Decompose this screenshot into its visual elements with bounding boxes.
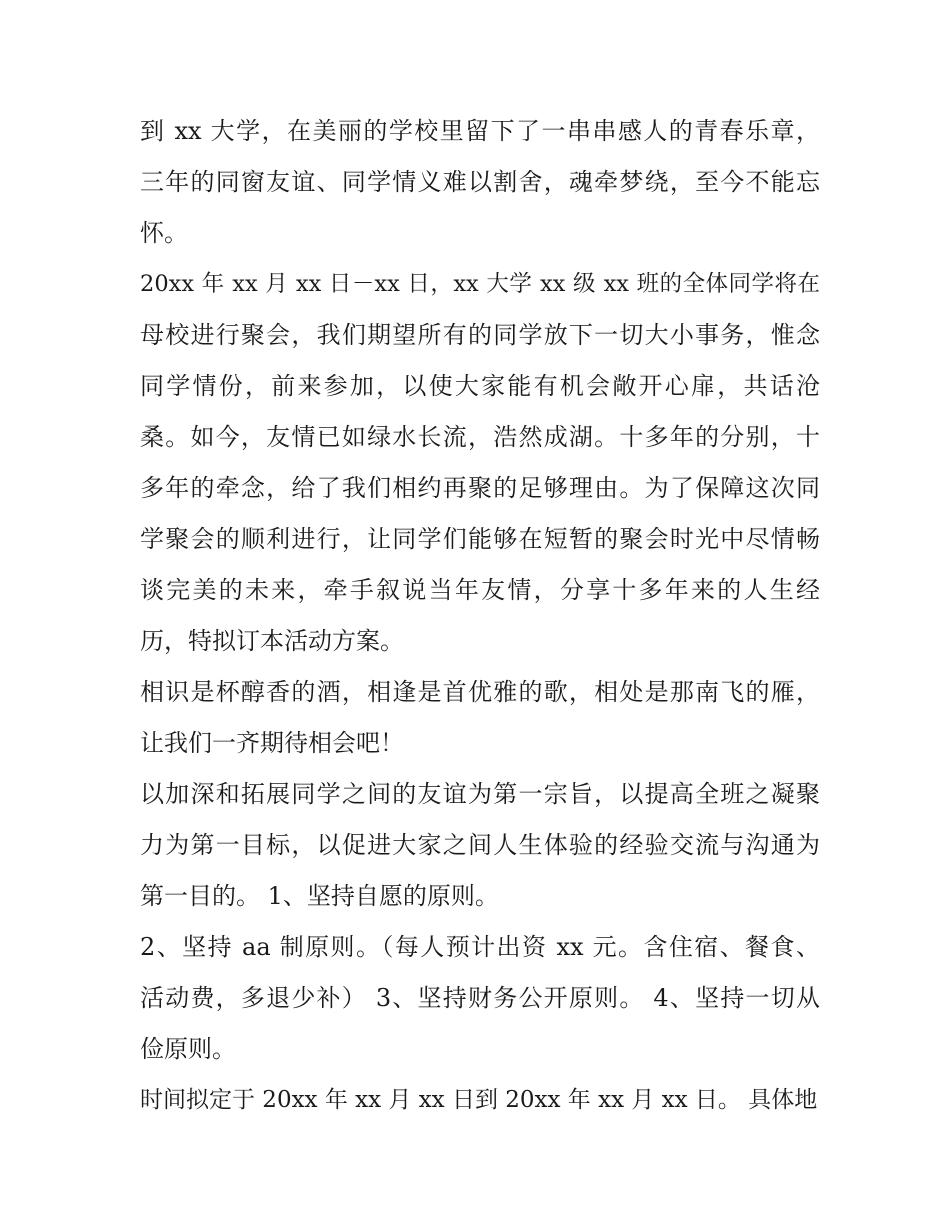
text-line: 时间拟定于 20xx 年 xx 月 xx 日到 20xx 年 xx 月 xx 日。 具体地 [140,1087,818,1113]
text-line: 让我们一齐期待相会吧！ [140,729,404,757]
text-line: 桑。如今，友情已如绿水长流，浩然成湖。十多年的分别，十 [140,423,820,451]
text-line: 三年的同窗友谊、同学情义难以割舍，魂牵梦绕，至今不能忘 [140,168,820,196]
text-line: 历，特拟订本活动方案。 [140,627,404,655]
text-line: 力为第一目标，以促进大家之间人生体验的经验交流与沟通为 [140,831,820,859]
text-line: 相识是杯醇香的酒，相逢是首优雅的歌，相处是那南飞的雁， [140,678,820,706]
text-line: 活动费，多退少补） 3、坚持财务公开原则。 4、坚持一切从 [140,984,820,1012]
text-line: 母校进行聚会，我们期望所有的同学放下一切大小事务，惟念 [140,321,820,349]
text-line: 学聚会的顺利进行，让同学们能够在短暂的聚会时光中尽情畅 [140,525,820,553]
text-line: 第一目的。 1、坚持自愿的原则。 [140,882,499,910]
text-line: 同学情份，前来参加，以使大家能有机会敞开心扉，共话沧 [140,372,820,400]
text-line: 以加深和拓展同学之间的友谊为第一宗旨，以提高全班之凝聚 [140,780,820,808]
text-line: 怀。 [140,219,188,247]
text-line: 20xx 年 xx 月 xx 日－xx 日，xx 大学 xx 级 xx 班的全体同学将在 [140,271,820,297]
text-line: 俭原则。 [140,1035,236,1063]
text-line: 2、坚持 aa 制原则。（每人预计出资 xx 元。含住宿、餐食、 [140,933,820,961]
text-line: 到 xx 大学，在美丽的学校里留下了一串串感人的青春乐章， [140,117,820,145]
document-body [140,106,820,1126]
text-line: 谈完美的未来，牵手叙说当年友情，分享十多年来的人生经 [140,576,820,604]
text-line: 多年的牵念，给了我们相约再聚的足够理由。为了保障这次同 [140,474,820,502]
